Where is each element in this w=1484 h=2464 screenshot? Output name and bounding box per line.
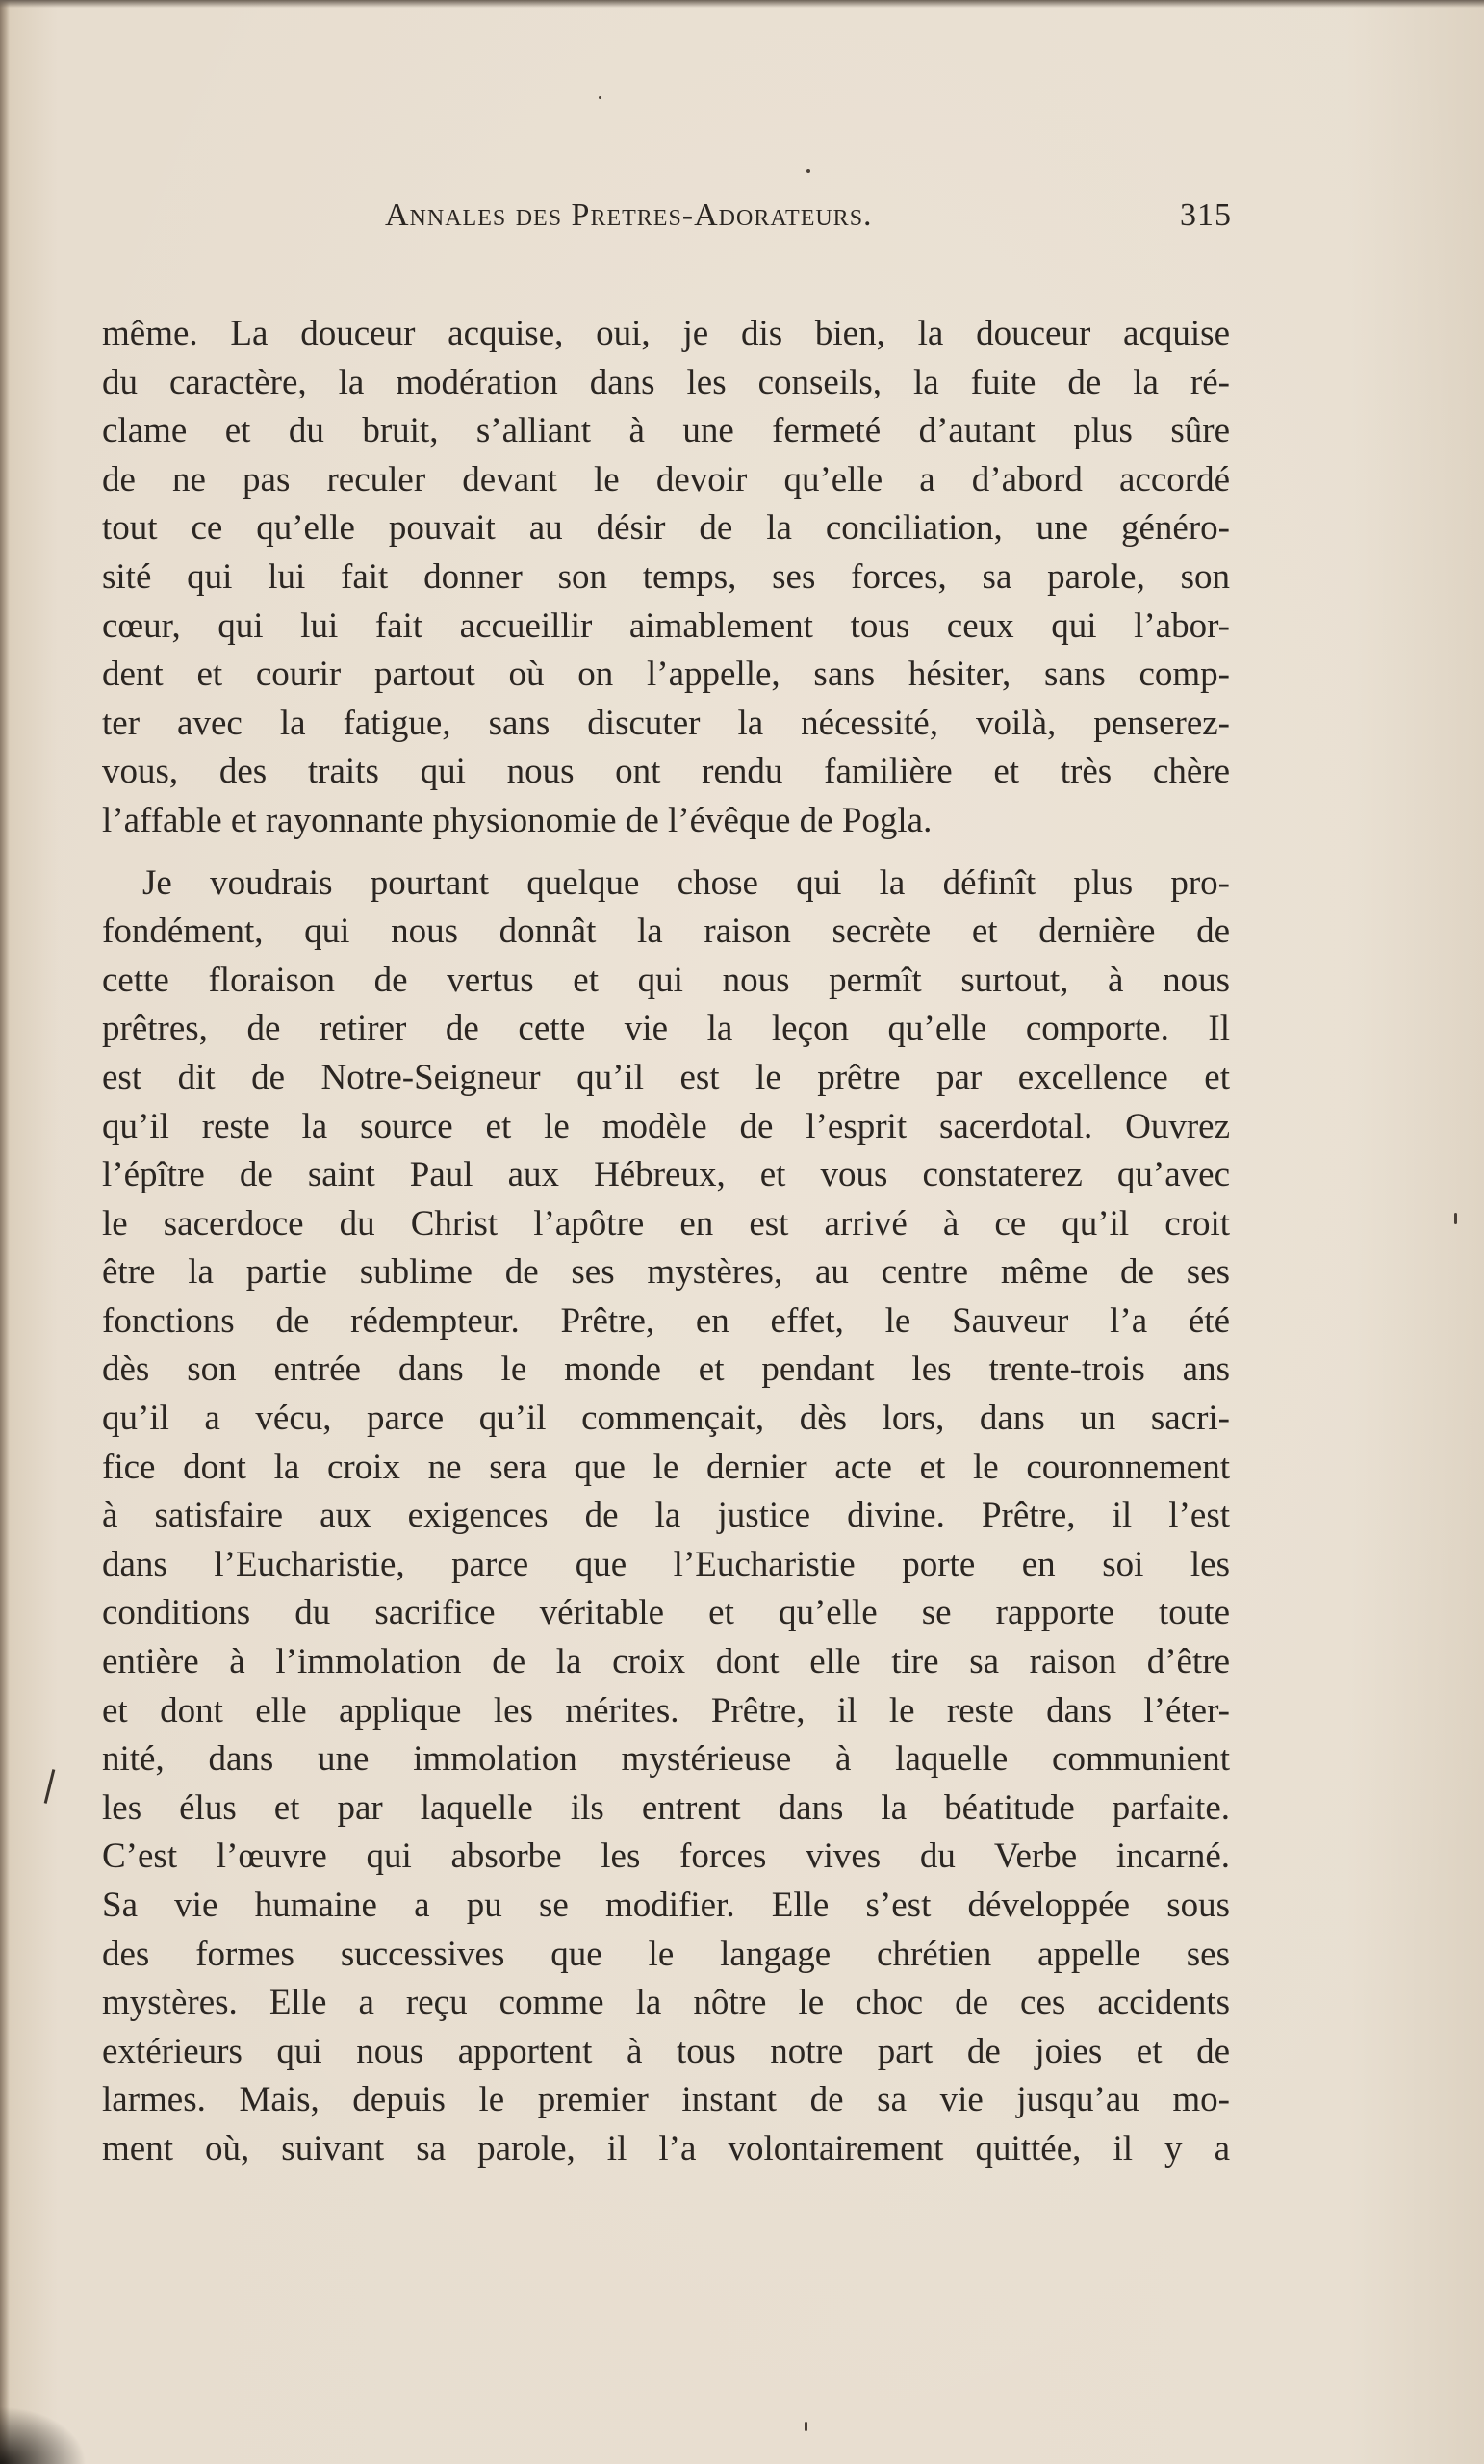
text-line: prêtres, de retirer de cette vie la leçon qu’elle comporte. Il [102, 1009, 1230, 1049]
page-number: 315 [1180, 197, 1232, 233]
text-line: conditions du sacrifice véritable et qu’elle se rapporte toute [102, 1593, 1230, 1633]
page-top-edge [0, 0, 1484, 8]
text-line: l’épître de saint Paul aux Hébreux, et vous constaterez qu’avec [102, 1155, 1230, 1195]
text-line: et dont elle applique les mérites. Prêtre, il le reste dans l’éter- [102, 1690, 1230, 1731]
text-line: cette floraison de vertus et qui nous permît surtout, à nous [102, 960, 1230, 1000]
page-binding-edge [0, 0, 10, 2464]
running-head [385, 197, 1232, 245]
text-line: même. La douceur acquise, oui, je dis bien, la douceur acquise [102, 314, 1230, 353]
text-line: C’est l’œuvre qui absorbe les forces vives du Verbe incarné. [102, 1836, 1230, 1877]
text-line: nité, dans une immolation mystérieuse à laquelle communient [102, 1739, 1230, 1780]
text-line: dent et courir partout où on l’appelle, sans hésiter, sans comp- [102, 654, 1230, 695]
text-line: à satisfaire aux exigences de la justice divine. Prêtre, il l’est [102, 1496, 1230, 1536]
text-line: fonctions de rédempteur. Prêtre, en effet, le Sauveur l’a été [102, 1300, 1230, 1341]
text-line: est dit de Notre-Seigneur qu’il est le prêtre par excellence et [102, 1057, 1230, 1097]
text-line: ter avec la fatigue, sans discuter la nécessité, voilà, penserez- [102, 703, 1230, 743]
text-line: larmes. Mais, depuis le premier instant de sa vie jusqu’au mo- [102, 2080, 1230, 2120]
text-line: qu’il reste la source et le modèle de l’esprit sacerdotal. Ouvrez [102, 1106, 1230, 1146]
text-line: dans l’Eucharistie, parce que l’Eucharistie porte en soi les [102, 1544, 1230, 1584]
paper-speck [806, 169, 810, 173]
text-line: sité qui lui fait donner son temps, ses forces, sa parole, son [102, 556, 1230, 597]
paragraph [102, 860, 1230, 2174]
text-line: fondément, qui nous donnât la raison secrète et dernière de [102, 911, 1230, 952]
text-line: les élus et par laquelle ils entrent dans la béatitude parfaite. [102, 1787, 1230, 1828]
paragraph-continued [102, 310, 1230, 846]
text-line: de ne pas reculer devant le devoir qu’elle a d’abord accordé [102, 459, 1230, 500]
paper-speck [1454, 1213, 1457, 1224]
text-line: cœur, qui lui fait accueillir aimablement tous ceux qui l’abor- [102, 605, 1230, 646]
paragraph-gap [102, 846, 1230, 860]
text-line: des formes successives que le langage chrétien appelle ses [102, 1934, 1230, 1974]
text-line: clame et du bruit, s’alliant à une fermeté d’autant plus sûre [102, 411, 1230, 451]
text-line: Sa vie humaine a pu se modifier. Elle s’est développée sous [102, 1886, 1230, 1925]
text-line: ment où, suivant sa parole, il l’a volontairement quittée, il y a [102, 2128, 1230, 2169]
text-line: fice dont la croix ne sera que le dernier acte et le couronnement [102, 1447, 1230, 1487]
margin-pencil-mark [44, 1769, 56, 1804]
text-line: dès son entrée dans le monde et pendant les trente-trois ans [102, 1349, 1230, 1390]
page-corner-shadow [0, 2406, 87, 2464]
text-line: extérieurs qui nous apportent à tous notre part de joies et de [102, 2031, 1230, 2071]
text-line: l’affable et rayonnante physionomie de l’évêque de Pogla. [102, 800, 933, 840]
text-line: mystères. Elle a reçu comme la nôtre le choc de ces accidents [102, 1983, 1230, 2023]
text-line: Je voudrais pourtant quelque chose qui la définît plus pro- [142, 862, 1230, 903]
paper-speck [805, 2422, 807, 2431]
text-line: tout ce qu’elle pouvait au désir de la conciliation, une généro- [102, 508, 1230, 549]
text-line: du caractère, la modération dans les conseils, la fuite de la ré- [102, 362, 1230, 402]
text-line: qu’il a vécu, parce qu’il commençait, dès lors, dans un sacri- [102, 1399, 1230, 1439]
paper-speck [599, 96, 601, 99]
text-line: le sacerdoce du Christ l’apôtre en est arrivé à ce qu’il croit [102, 1203, 1230, 1244]
text-line: entière à l’immolation de la croix dont elle tire sa raison d’être [102, 1642, 1230, 1682]
running-title: Annales des Pretres-Adorateurs. [385, 197, 873, 233]
text-line: vous, des traits qui nous ont rendu familière et très chère [102, 752, 1230, 792]
text-line: être la partie sublime de ses mystères, au centre même de ses [102, 1252, 1230, 1293]
body-text [102, 310, 1230, 2174]
